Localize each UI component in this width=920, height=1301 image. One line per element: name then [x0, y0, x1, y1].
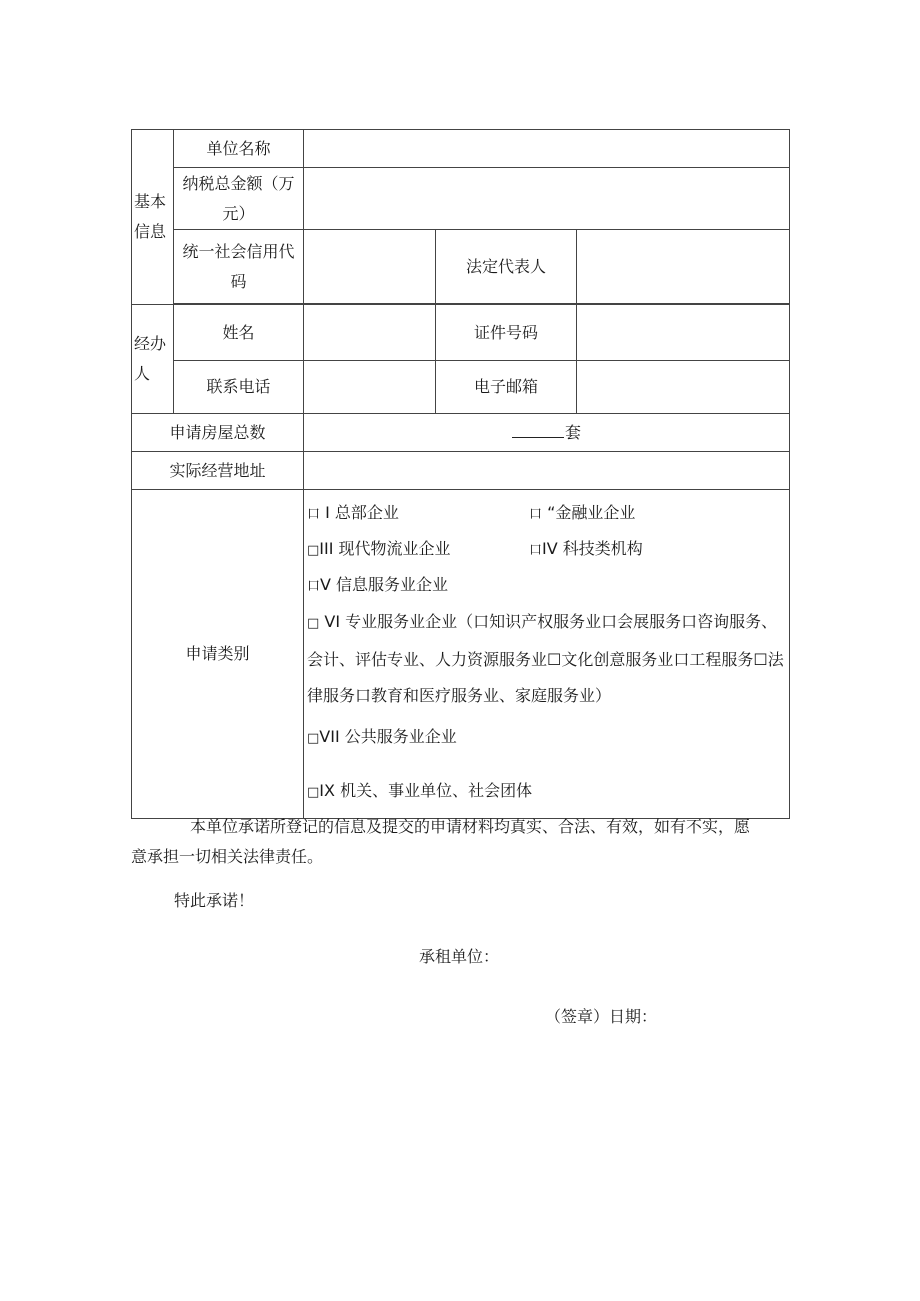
id-number-label: 证件号码	[436, 305, 577, 361]
row-handler-phone	[132, 361, 790, 414]
category-options	[304, 490, 790, 819]
handler-name-field[interactable]	[304, 305, 436, 361]
handler-group-label: 经办人	[132, 305, 174, 414]
checkbox-4[interactable]: 口	[529, 543, 543, 558]
housing-total-label: 申请房屋总数	[132, 414, 304, 452]
pledge-statement: 本单位承诺所登记的信息及提交的申请材料均真实、合法、有效，如有不实，愿意承担一切相关法律责任。	[131, 817, 751, 866]
checkbox-7[interactable]: □	[307, 731, 320, 746]
housing-total-unit: 套	[565, 423, 582, 442]
company-name-label: 单位名称	[174, 130, 304, 168]
row-tax-total	[132, 168, 790, 230]
category-option-2[interactable]: 口 “金融业企业	[529, 495, 635, 533]
checkbox-1[interactable]: 口	[307, 507, 321, 522]
application-form-table	[131, 129, 790, 819]
category-option-4[interactable]: 口IV 科技类机构	[529, 531, 643, 569]
legal-rep-label: 法定代表人	[436, 230, 577, 304]
tax-total-field[interactable]	[304, 168, 790, 230]
row-category	[132, 490, 790, 819]
email-label: 电子邮箱	[436, 361, 577, 414]
tax-total-label: 纳税总金额（万元）	[174, 168, 304, 230]
sign-date-label: （签章）日期：	[545, 1007, 658, 1026]
category-row-2	[307, 532, 789, 568]
category-row-7	[307, 720, 789, 756]
company-name-field[interactable]	[304, 130, 790, 168]
row-address	[132, 452, 790, 490]
housing-total-field[interactable]	[304, 414, 790, 452]
row-handler-name	[132, 305, 790, 361]
row-company-name	[132, 130, 790, 168]
checkbox-5[interactable]: 口	[307, 579, 321, 594]
phone-field[interactable]	[304, 361, 436, 414]
credit-code-label: 统一社会信用代码	[174, 230, 304, 304]
address-field[interactable]	[304, 452, 790, 490]
category-option-7[interactable]: □VII 公共服务业企业	[307, 719, 457, 757]
checkbox-8[interactable]: □	[307, 785, 320, 800]
id-number-field[interactable]	[577, 305, 790, 361]
special-pledge: 特此承诺！	[174, 891, 255, 910]
handler-name-label: 姓名	[174, 305, 304, 361]
phone-label: 联系电话	[174, 361, 304, 414]
category-option-6[interactable]: □ VI 专业服务业企业（口知识产权服务业口会展服务口咨询服务、会计、评估专业、人力资源服务业☐文化创意服务业口工程服务☐法律服务口教育和医疗服务业、家庭服务业）	[307, 604, 789, 714]
checkbox-2[interactable]: 口	[529, 507, 543, 522]
row-credit-code	[132, 230, 790, 304]
category-row-8	[307, 774, 789, 810]
checkbox-6[interactable]: □	[307, 616, 320, 631]
category-option-5[interactable]: 口V 信息服务业企业	[307, 567, 448, 605]
category-option-3[interactable]: □III 现代物流业企业	[307, 531, 529, 569]
row-housing-total	[132, 414, 790, 452]
category-row-1	[307, 496, 789, 532]
checkbox-3[interactable]: □	[307, 543, 320, 558]
category-option-8[interactable]: □IX 机关、事业单位、社会团体	[307, 773, 532, 811]
basic-info-group-label: 基本信息	[132, 130, 174, 305]
housing-total-blank[interactable]	[512, 417, 564, 438]
category-row-3	[307, 568, 789, 604]
legal-rep-field[interactable]	[577, 230, 790, 304]
address-label: 实际经营地址	[132, 452, 304, 490]
category-option-1[interactable]: 口 I 总部企业	[307, 495, 529, 533]
email-field[interactable]	[577, 361, 790, 414]
lessee-label: 承租单位：	[419, 947, 500, 966]
credit-code-field[interactable]	[304, 230, 436, 304]
category-label: 申请类别	[132, 490, 304, 819]
